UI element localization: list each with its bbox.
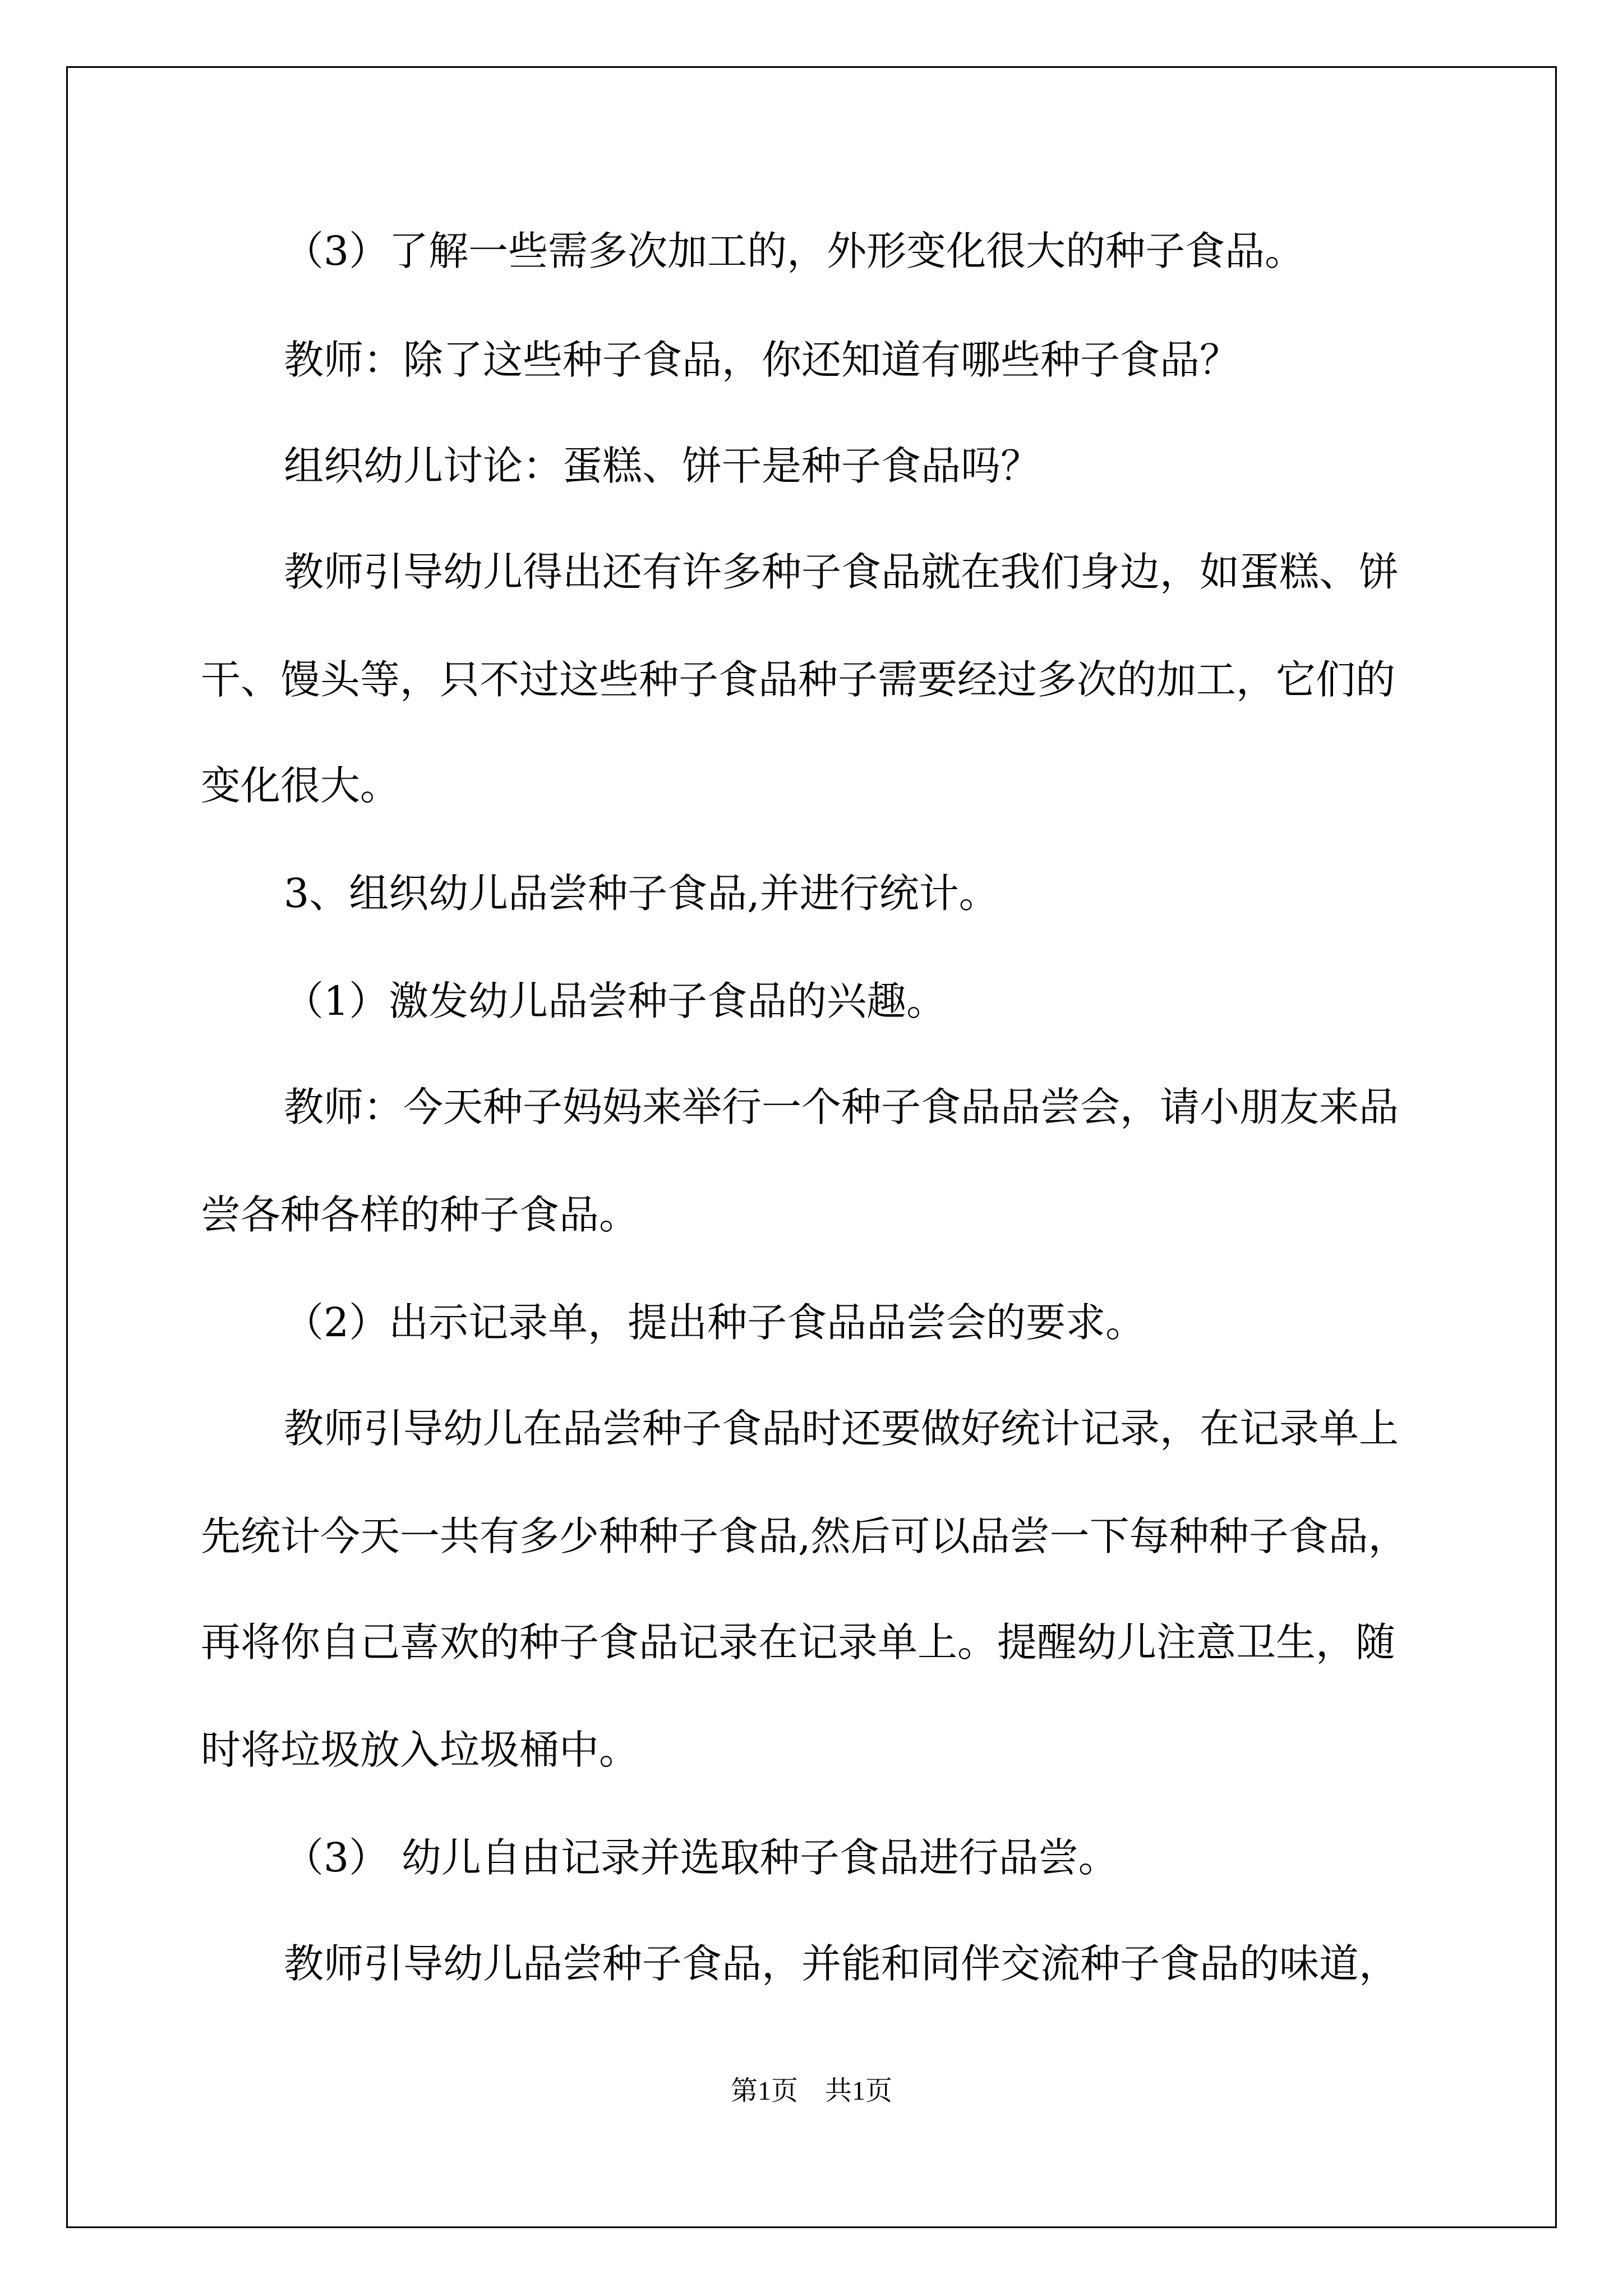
paragraph-line: 先统计今天一共有多少种种子食品,然后可以品尝一下每种种子食品， xyxy=(201,1513,1408,1559)
paragraph-line: 教师引导幼儿在品尝种子食品时还要做好统计记录，在记录单上 xyxy=(284,1405,1399,1452)
paragraph-line: （3）了解一些需多次加工的，外形变化很大的种子食品。 xyxy=(284,228,1305,274)
paragraph-line: 时将垃圾放入垃圾桶中。 xyxy=(201,1727,639,1773)
paragraph-line: （3） 幼儿自由记录并选取种子食品进行品尝。 xyxy=(284,1834,1118,1881)
paragraph-line: 教师引导幼儿得出还有许多种子食品就在我们身边，如蛋糕、饼 xyxy=(284,549,1399,595)
paragraph-line: 干、馒头等，只不过这些种子食品种子需要经过多次的加工，它们的 xyxy=(201,656,1396,703)
paragraph-line: 3、组织幼儿品尝种子食品,并进行统计。 xyxy=(284,870,999,917)
paragraph-line: 变化很大。 xyxy=(201,762,400,809)
paragraph-line: 组织幼儿讨论：蛋糕、饼干是种子食品吗？ xyxy=(284,443,1041,489)
paragraph-line: 教师：今天种子妈妈来举行一个种子食品品尝会，请小朋友来品 xyxy=(284,1084,1399,1130)
paragraph-line: 再将你自己喜欢的种子食品记录在记录单上。提醒幼儿注意卫生，随 xyxy=(201,1619,1396,1665)
paragraph-line: 教师引导幼儿品尝种子食品，并能和同伴交流种子食品的味道， xyxy=(284,1940,1399,1987)
page-border xyxy=(66,66,1557,2228)
page-footer: 第1页 共1页 xyxy=(730,2076,892,2106)
paragraph-line: （2）出示记录单，提出种子食品品尝会的要求。 xyxy=(284,1299,1146,1346)
paragraph-line: 尝各种各样的种子食品。 xyxy=(201,1191,639,1238)
paragraph-line: 教师：除了这些种子食品，你还知道有哪些种子食品？ xyxy=(284,337,1240,383)
paragraph-line: （1）激发幼儿品尝种子食品的兴趣。 xyxy=(284,978,947,1024)
